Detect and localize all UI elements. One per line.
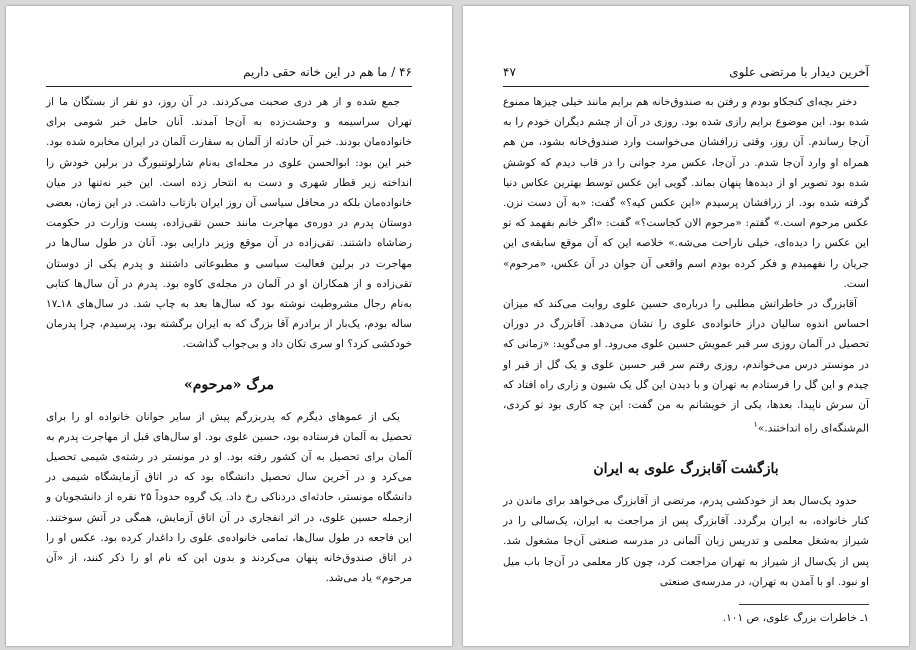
paragraph-text: آقابزرگ در خاطراتش مطلبی را درباره‌ی حسین علوی روایت می‌کند که میزان احساس اندوه سالیان دراز خانواده‌ی علوی را نشان می‌دهد. آقابزرگ در دوران تحصیل در آلمان روزی سر قبر عمویش حسین علوی می‌رود. او می‌گوید: «زمانی که در مونستر درس می‌خواندم، روزی رفتم سر قبر حسین علوی و یک گل از قبر او چیدم و این گل را فرستادم به تهران و با دیدن این گل یک شیون و زاری راه افتاد که آن سرش ناپیدا. بعدها، یکی از خویشانم به من گفت: این چه کاری بود تو کردی، الم‌شنگه‌ای راه انداختند.» [503, 298, 869, 435]
right-page [463, 6, 909, 646]
paragraph: جمع شده و از هر دری صحبت می‌کردند. در آن روز، دو نفر از بستگان ما از تهران سراسیمه و وحشت‌زده به آن‌جا آمدند. آنان حامل خبر شومی برای خانواده‌مان بودند. خبر آن حادثه از آلمان به سفارت آلمان در ایران مخابره شده بود. خبر این بود: ابوالحسن علوی در محله‌ای به‌نام شارلوتنبورگ در برلین خودش را انداخته زیر قطار شهری و دست به انتحار زده است. این خبر نه‌تنها در میان خانواده‌مان بلکه در محافل سیاسی آن روز ایران بازتاب داشت. در این زمان، بعضی دوستان پدرم در دوره‌ی مهاجرت مانند حسن تقی‌زاده، پست وزارت در حکومت رضاشاه داشتند. تقی‌زاده در آن موقع وزیر دارایی بود. آنان در طول سال‌ها در مهاجرت در برلین فعالیت سیاسی و مطبوعاتی داشتند و پدرم یکی از دوستان تقی‌زاده و از همکاران او در آلمان در مجله‌ی کاوه بود. پدرم در آن سال‌ها کتابی به‌نام رجال مشروطیت نوشته بود که سال‌ها بعد به چاپ شد. در سال‌های ۱۸ـ۱۷ ساله بودم، یک‌بار از برادرم آقا بزرگ که به ایران برگشته بود، پرسیدم، چرا پدرمان خودکشی کرد؟ او سری تکان داد و بی‌جواب گذاشت. [46, 96, 412, 351]
paragraph [503, 294, 869, 439]
running-head: آخرین دیدار با مرتضی علوی [729, 65, 869, 79]
footnote-divider [739, 604, 869, 605]
page-header [503, 58, 869, 87]
footnote-ref: ۱ [753, 420, 758, 430]
page-body [503, 92, 869, 592]
section-heading: بازگشت آقابزرگ علوی به ایران [593, 460, 779, 477]
section-heading: مرگ «مرحوم» [184, 376, 274, 393]
page-number: ۴۷ [503, 65, 516, 79]
footnote: ۱ـ خاطرات بزرگ علوی، ص ۱۰۱. [722, 612, 869, 624]
paragraph: یکی از عموهای دیگرم که پدربزرگم پیش از سایر جوانان خانواده او را برای تحصیل به آلمان فرستاده بود، حسین علوی بود. او سال‌های قبل از مهاجرت پدرم به آلمان برای تحصیل به آن کشور رفته بود. او در مونستر در رشته‌ی شیمی تحصیل می‌کرد و در آخرین سال تحصیل دانشگاه بود که در اتاق آزمایشگاه شیمی در دانشگاه مونستر، حادثه‌ای دردناکی رخ داد. یک گروه حدوداً ۲۵ نفره از دانشجویان و ازجمله حسین علوی، در اثر انفجاری در آن اتاق آزمایش، همگی در آتش سوختند. این فاجعه در طول سال‌ها، تمامی خانواده‌ی علوی را داغدار کرده بود. عکس او را در اتاق صندوق‌خانه پنهان می‌کردند و بدون این که نام او را ذکر کنند، از «آن مرحوم» یاد می‌شد. [46, 410, 412, 585]
page-body [46, 92, 412, 588]
paragraph: دختر بچه‌ای کنجکاو بودم و رفتن به صندوق‌خانه هم برایم مانند خیلی چیزها ممنوع شده بود. این موضوع برایم رازی شده بود. روزی در آن از چشم دیگران خودم را به آن‌جا رساندم. آن روز، وقتی زرافشان می‌خواست وارد صندوق‌خانه بشود، من هم همراه او وارد آن‌جا شدم. در آن‌جا، عکس مرد جوانی را در قاب دیدم که کوشش شده بود تصویر او از دیده‌ها پنهان بماند. گویی این عکس توسط بهترین عکاس دنیا گرفته شده بود. از زرافشان پرسیدم «این عکس کیه؟» گفت: «به آن دست نزن. عکس مرحوم است.» گفتم: «مرحوم الان کجاست؟» گفت: «اگر خانم بفهمد که تو این عکس را دیده‌ای، خیلی ناراحت می‌شه.» خلاصه این که آن موقع سابقه‌ی این جریان را نفهمیدم و فکر کرده بودم اسم واقعی آن جوان در آن عکس، «مرحوم» است. [503, 96, 869, 290]
paragraph: حدود یک‌سال بعد از خودکشی پدرم، مرتضی از آقابزرگ می‌خواهد برای ماندن در کنار خانواده، به ایران برگردد. آقابزرگ پس از مراجعت به ایران، یک‌سالی را در شیراز به‌شغل معلمی و تدریس زبان آلمانی در مدرسه صنعتی آن‌جا مشغول شد. پس از یک‌سال از شیراز به تهران مراجعت کرد، چون کار معلمی در آن‌جا باب میل او نبود. او با آمدن به تهران، در مدرسه‌ی صنعتی [503, 494, 869, 588]
left-page [6, 6, 452, 646]
page-header [46, 58, 412, 87]
running-head: ۴۶ / ما هم در این خانه حقی داریم [243, 65, 412, 79]
